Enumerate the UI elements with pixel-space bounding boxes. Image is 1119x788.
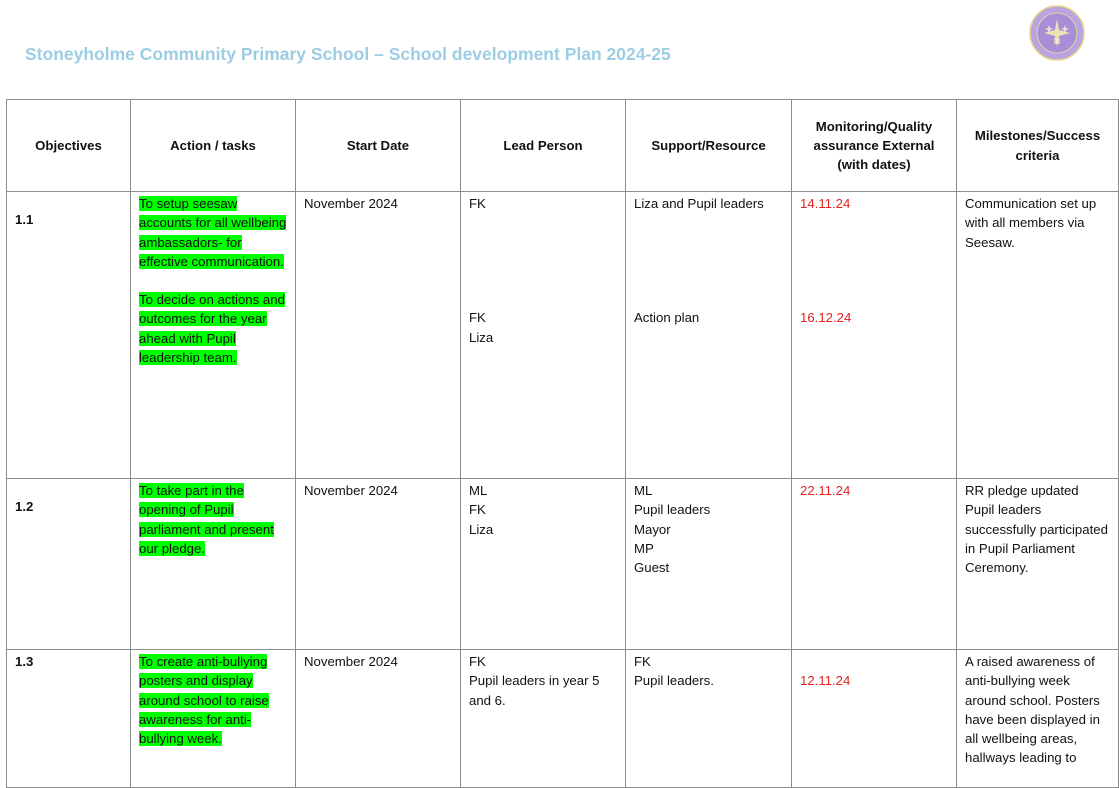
action-text: To take part in the opening of Pupil parliament and present our pledge. xyxy=(139,483,274,556)
lead-name: ML xyxy=(469,483,488,498)
support-item: Mayor xyxy=(634,521,671,537)
action-cell xyxy=(131,650,296,788)
support-cell xyxy=(626,192,792,479)
support-item: FK xyxy=(634,654,651,669)
school-crest-icon xyxy=(1029,5,1085,61)
objective-cell: 1.1 xyxy=(7,192,131,479)
table-row xyxy=(7,650,1119,788)
action-cell xyxy=(131,192,296,479)
lead-name: FK xyxy=(469,310,486,326)
start-date-cell: November 2024 xyxy=(296,650,461,788)
milestones-cell: RR pledge updated Pupil leaders successfully participated in Pupil Parliament Ceremony. xyxy=(957,479,1119,650)
monitoring-cell xyxy=(792,479,957,650)
milestones-cell: A raised awareness of anti-bullying week around school. Posters have been displayed in all wellbeing areas, hallways leading to xyxy=(957,650,1119,788)
action-text: To create anti-bullying posters and display around school to raise awareness for anti-bullying week. xyxy=(139,654,269,747)
support-cell xyxy=(626,650,792,788)
header-action-tasks: Action / tasks xyxy=(131,100,296,192)
lead-name: FK xyxy=(469,502,486,518)
development-plan-table xyxy=(6,99,1119,788)
support-cell xyxy=(626,479,792,650)
monitoring-date: 14.11.24 xyxy=(800,196,851,211)
lead-cell xyxy=(461,479,626,650)
lead-name: FK xyxy=(469,654,486,669)
milestones-cell: Communication set up with all members via Seesaw. xyxy=(957,192,1119,479)
start-date-cell: November 2024 xyxy=(296,479,461,650)
monitoring-cell xyxy=(792,192,957,479)
header-lead-person: Lead Person xyxy=(461,100,626,192)
monitoring-date: 16.12.24 xyxy=(800,310,852,326)
support-item: Guest xyxy=(634,560,670,576)
header-milestones: Milestones/Success criteria xyxy=(957,100,1119,192)
table-row xyxy=(7,192,1119,479)
support-item: MP xyxy=(634,540,654,556)
support-item: Action plan xyxy=(634,310,700,326)
monitoring-date: 12.11.24 xyxy=(800,673,851,688)
table-row xyxy=(7,479,1119,650)
header-monitoring: Monitoring/Quality assurance External (with dates) xyxy=(792,100,957,192)
action-cell xyxy=(131,479,296,650)
monitoring-date: 22.11.24 xyxy=(800,483,851,498)
start-date-cell: November 2024 xyxy=(296,192,461,479)
document-title: Stoneyholme Community Primary School – School development Plan 2024-25 xyxy=(25,44,671,64)
lead-name: Pupil leaders in year 5 and 6. xyxy=(469,673,600,708)
lead-name: Liza xyxy=(469,329,494,345)
header-support-resource: Support/Resource xyxy=(626,100,792,192)
lead-name: FK xyxy=(469,196,486,211)
action-text: To setup seesaw accounts for all wellbeing ambassadors- for effective communication. xyxy=(139,196,287,269)
header-objectives: Objectives xyxy=(7,100,131,192)
support-item: ML xyxy=(634,483,653,498)
lead-cell xyxy=(461,650,626,788)
objective-cell: 1.3 xyxy=(7,650,131,788)
lead-name: Liza xyxy=(469,521,494,537)
support-item: Pupil leaders. xyxy=(634,673,714,689)
table-header-row xyxy=(7,100,1119,192)
support-item: Pupil leaders xyxy=(634,502,711,518)
monitoring-cell xyxy=(792,650,957,788)
lead-cell xyxy=(461,192,626,479)
header-start-date: Start Date xyxy=(296,100,461,192)
support-item: Liza and Pupil leaders xyxy=(634,196,764,211)
objective-cell: 1.2 xyxy=(7,479,131,650)
action-text: To decide on actions and outcomes for the year ahead with Pupil leadership team. xyxy=(139,292,285,366)
